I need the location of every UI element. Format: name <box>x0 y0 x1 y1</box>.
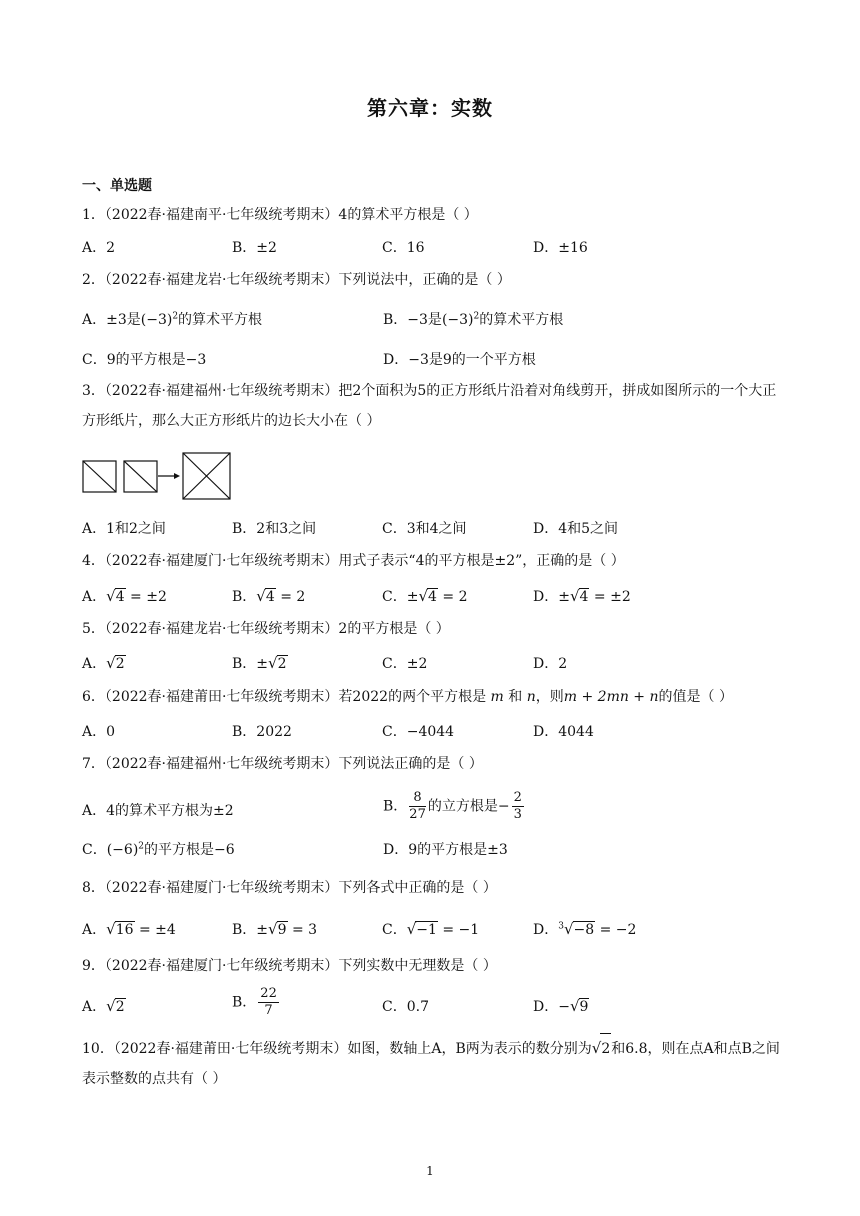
q9-option-a: A．√2 <box>82 997 125 1015</box>
q3-option-d: D．4和5之间 <box>533 521 619 537</box>
q4-option-b: B．√4 = 2 <box>232 587 306 605</box>
q9-option-d: D．−√9 <box>533 997 589 1015</box>
q4-option-c: C．±√4 = 2 <box>382 587 468 605</box>
question-5-stem: 5．（2022春·福建龙岩·七年级统考期末）2的平方根是（ ） <box>82 621 450 637</box>
q1-option-b: B．±2 <box>232 240 277 256</box>
small-square-2-diagonal <box>124 461 157 492</box>
question-1-options <box>82 237 782 261</box>
question-2-options-row2 <box>82 349 782 373</box>
q4-option-a: A．√4 = ±2 <box>82 587 167 605</box>
question-1-stem: 1．（2022春·福建南平·七年级统考期末）4的算术平方根是（ ） <box>82 207 478 223</box>
q7-option-d: D．9的平方根是±3 <box>383 842 508 858</box>
q2-option-b: B．−3是$(-3)^2$的算术平方根 <box>383 311 564 328</box>
question-3-stem: 3．（2022春·福建福州·七年级统考期末）把2个面积为5的正方形纸片沿着对角线剪开，拼成如图所示的一个大正方形纸片，那么大正方形纸片的边长大小在（ ） <box>82 383 777 429</box>
question-2-stem: 2．（2022春·福建龙岩·七年级统考期末）下列说法中，正确的是（ ） <box>82 272 511 288</box>
q2-option-d: D．−3是9的一个平方根 <box>383 352 536 368</box>
q8-option-d: D．$^3$√−8 = −2 <box>533 920 637 938</box>
q9-option-c: C．0.7̇ <box>382 999 429 1015</box>
question-4-stem: 4．（2022春·福建厦门·七年级统考期末）用式子表示“4的平方根是±2”，正确的是（ ） <box>82 553 625 569</box>
q6-option-c: C．−4044 <box>382 724 455 740</box>
q5-option-a: A．√2 <box>82 654 125 672</box>
arrow-head <box>174 473 180 479</box>
question-2-options-row1 <box>82 309 782 333</box>
q3-option-a: A．1和2之间 <box>82 521 166 537</box>
q3-option-c: C．3和4之间 <box>382 521 467 537</box>
q8-option-c: C．√−1 = −1 <box>382 920 480 938</box>
q1-option-d: D．±16 <box>533 240 588 256</box>
q1-option-c: C．16 <box>382 240 425 256</box>
question-6-stem: 6．（2022春·福建莆田·七年级统考期末）若2022的两个平方根是 m 和 n，则m + 2mn + n的值是（ ） <box>82 689 733 705</box>
q8-option-a: A．√16 = ±4 <box>82 920 176 938</box>
q5-option-d: D．2 <box>533 656 568 672</box>
question-5-options <box>82 653 782 677</box>
q1-option-a: A．2 <box>82 240 116 256</box>
q6-option-b: B．2022 <box>232 724 292 740</box>
question-9-stem: 9．（2022春·福建厦门·七年级统考期末）下列实数中无理数是（ ） <box>82 958 497 974</box>
q3-option-b: B．2和3之间 <box>232 521 317 537</box>
q2-option-c: C．9的平方根是−3 <box>82 352 207 368</box>
question-8-options <box>82 919 782 943</box>
page-title: 第六章：实数 <box>367 96 493 120</box>
question-9-options <box>82 986 782 1028</box>
section-heading: 一、单选题 <box>82 178 152 194</box>
page-number: 1 <box>426 1164 434 1178</box>
question-8-stem: 8．（2022春·福建厦门·七年级统考期末）下列各式中正确的是（ ） <box>82 880 497 896</box>
question-3-options <box>82 518 782 542</box>
small-square-1-diagonal <box>83 461 116 492</box>
q5-option-c: C．±2 <box>382 656 428 672</box>
question-7-options-row1 <box>82 790 782 832</box>
question-7-stem: 7．（2022春·福建福州·七年级统考期末）下列说法正确的是（ ） <box>82 756 483 772</box>
q7-option-a: A．4的算术平方根为±2 <box>82 803 234 819</box>
q9-option-b: B． $\frac{22}{7}$ <box>232 986 277 1018</box>
question-6-options <box>82 721 782 745</box>
q8-option-b: B．±√9 = 3 <box>232 920 318 938</box>
q7-option-c: C．$(-6)^2$的平方根是−6 <box>82 841 235 858</box>
q2-option-a: A．±3是$(-3)^2$的算术平方根 <box>82 311 263 328</box>
q4-option-d: D．±√4 = ±2 <box>533 587 631 605</box>
q6-option-a: A．0 <box>82 724 116 740</box>
q6-option-d: D．4044 <box>533 724 594 740</box>
q7-option-b: B． $\frac{8}{27}$ 的立方根是− $\frac{2}{3}$ <box>383 790 522 822</box>
question-4-options <box>82 586 782 610</box>
square-cut-figure <box>82 452 242 502</box>
question-10-stem: 10．（2022春·福建莆田·七年级统考期末）如图，数轴上A，B两为表示的数分别为√2和6.8，则在点A和点B之间表示整数的点共有（ ） <box>82 1033 782 1094</box>
question-7-options-row2 <box>82 839 782 863</box>
q5-option-b: B．±√2 <box>232 654 287 672</box>
